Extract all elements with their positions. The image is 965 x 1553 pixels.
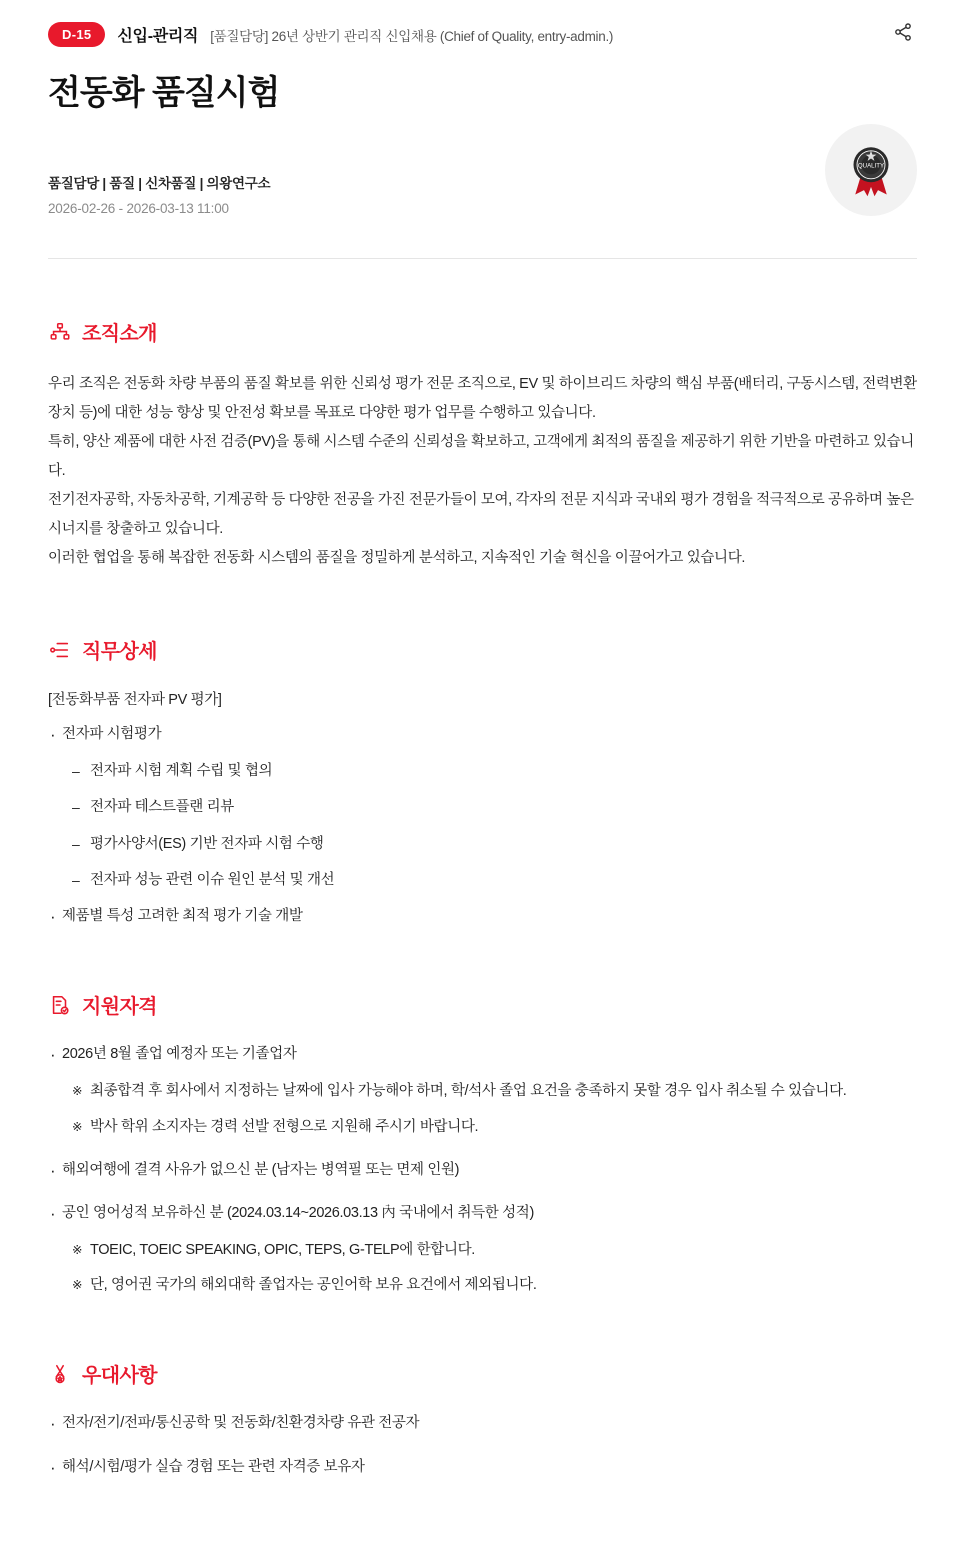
quality-seal-icon xyxy=(825,124,917,216)
section-header xyxy=(48,317,917,346)
list-note: ※ 박사 학위 소지자는 경력 선발 전형으로 지원해 주시기 바랍니다. xyxy=(48,1116,917,1139)
paragraph: 우리 조직은 전동화 차량 부품의 품질 확보를 위한 신뢰성 평가 전문 조직으로, EV 및 하이브리드 차량의 핵심 부품(배터리, 구동시스템, 전력변환장치 등)에 대한 성능 향상 및 안전성 확보를 목표로 다양한 평가 업무를 수행하고 있습니다. xyxy=(48,376,917,421)
list-note: ※ 단, 영어권 국가의 해외대학 졸업자는 공인어학 보유 요건에서 제외됩니다. xyxy=(48,1274,917,1297)
section-header xyxy=(48,990,917,1019)
header-divider xyxy=(48,258,917,259)
paragraph: 특히, 양산 제품에 대한 사전 검증(PV)을 통해 시스템 수준의 신뢰성을 확보하고, 고객에게 최적의 품질을 제공하기 위한 기반을 마련하고 있습니다. xyxy=(48,434,914,479)
list-item: · 전자파 시험평가 xyxy=(48,723,917,746)
bottom-spacer xyxy=(48,1493,917,1553)
paragraph: 이러한 협업을 통해 복잡한 전동화 시스템의 품질을 정밀하게 분석하고, 지속적인 기술 혁신을 이끌어가고 있습니다. xyxy=(48,550,746,566)
section-qualifications xyxy=(48,990,917,1297)
qualifications-list xyxy=(48,1043,917,1297)
deadline-badge: D-15 xyxy=(48,22,105,47)
page-title: 전동화 품질시험 xyxy=(48,74,280,112)
section-header xyxy=(48,1359,917,1388)
list-item: · 해석/시험/평가 실습 경험 또는 관련 자격증 보유자 xyxy=(48,1456,917,1479)
section-title: 직무상세 xyxy=(82,641,157,663)
section-job-detail xyxy=(48,635,917,928)
section-title: 조직소개 xyxy=(82,323,157,345)
share-icon[interactable] xyxy=(889,18,917,46)
paragraph: 전기전자공학, 자동차공학, 기계공학 등 다양한 전공을 가진 전문가들이 모여, 각자의 전문 지식과 국내외 평가 경험을 적극적으로 공유하며 높은 시너지를 창출하고 있습니다. xyxy=(48,492,914,537)
job-detail-heading: [전동화부품 전자파 PV 평가] xyxy=(48,692,222,708)
list-item: – 전자파 테스트플랜 리뷰 xyxy=(48,796,917,819)
list-item: · 해외여행에 결격 사유가 없으신 분 (남자는 병역필 또는 면제 인원) xyxy=(48,1159,917,1182)
posting-subtitle: [품질담당] 26년 상반기 관리직 신입채용 (Chief of Quality, entry-admin.) xyxy=(210,28,614,44)
meta-block xyxy=(48,162,917,216)
document-check-icon xyxy=(48,993,72,1017)
list-item: · 제품별 특성 고려한 최적 평가 기술 개발 xyxy=(48,905,917,928)
list-item: · 2026년 8월 졸업 예정자 또는 기졸업자 xyxy=(48,1043,917,1066)
section-title: 우대사항 xyxy=(82,1365,157,1388)
list-item: – 전자파 성능 관련 이슈 원인 분석 및 개선 xyxy=(48,869,917,892)
medal-icon xyxy=(48,1362,72,1386)
section-org-intro xyxy=(48,317,917,573)
section-title: 지원자격 xyxy=(82,996,157,1019)
job-detail-list xyxy=(48,723,917,928)
department-info: 품질담당 | 품질 | 신차품질 | 의왕연구소 xyxy=(48,176,271,191)
list-note: ※ 최종합격 후 회사에서 지정하는 날짜에 입사 가능해야 하며, 학/석사 졸업 요건을 충족하지 못할 경우 입사 취소될 수 있습니다. xyxy=(48,1080,917,1103)
header-top-row xyxy=(48,0,917,47)
section-header xyxy=(48,635,917,664)
application-period: 2026-02-26 - 2026-03-13 11:00 xyxy=(48,201,229,216)
org-chart-icon xyxy=(48,320,72,344)
job-type-label: 신입-관리직 xyxy=(117,28,199,45)
clipboard-list-icon xyxy=(48,638,72,662)
list-item: – 평가사양서(ES) 기반 전자파 시험 수행 xyxy=(48,833,917,856)
list-item: – 전자파 시험 계획 수립 및 협의 xyxy=(48,760,917,783)
list-item: · 공인 영어성적 보유하신 분 (2024.03.14~2026.03.13 內 국내에서 취득한 성적) xyxy=(48,1202,917,1225)
list-item: · 전자/전기/전파/통신공학 및 전동화/친환경차량 유관 전공자 xyxy=(48,1412,917,1435)
preferred-list xyxy=(48,1412,917,1478)
section-preferred xyxy=(48,1359,917,1478)
list-note: ※ TOEIC, TOEIC SPEAKING, OPIC, TEPS, G-TELP에 한합니다. xyxy=(48,1239,917,1262)
svg-text:QUALITY: QUALITY xyxy=(857,162,885,170)
